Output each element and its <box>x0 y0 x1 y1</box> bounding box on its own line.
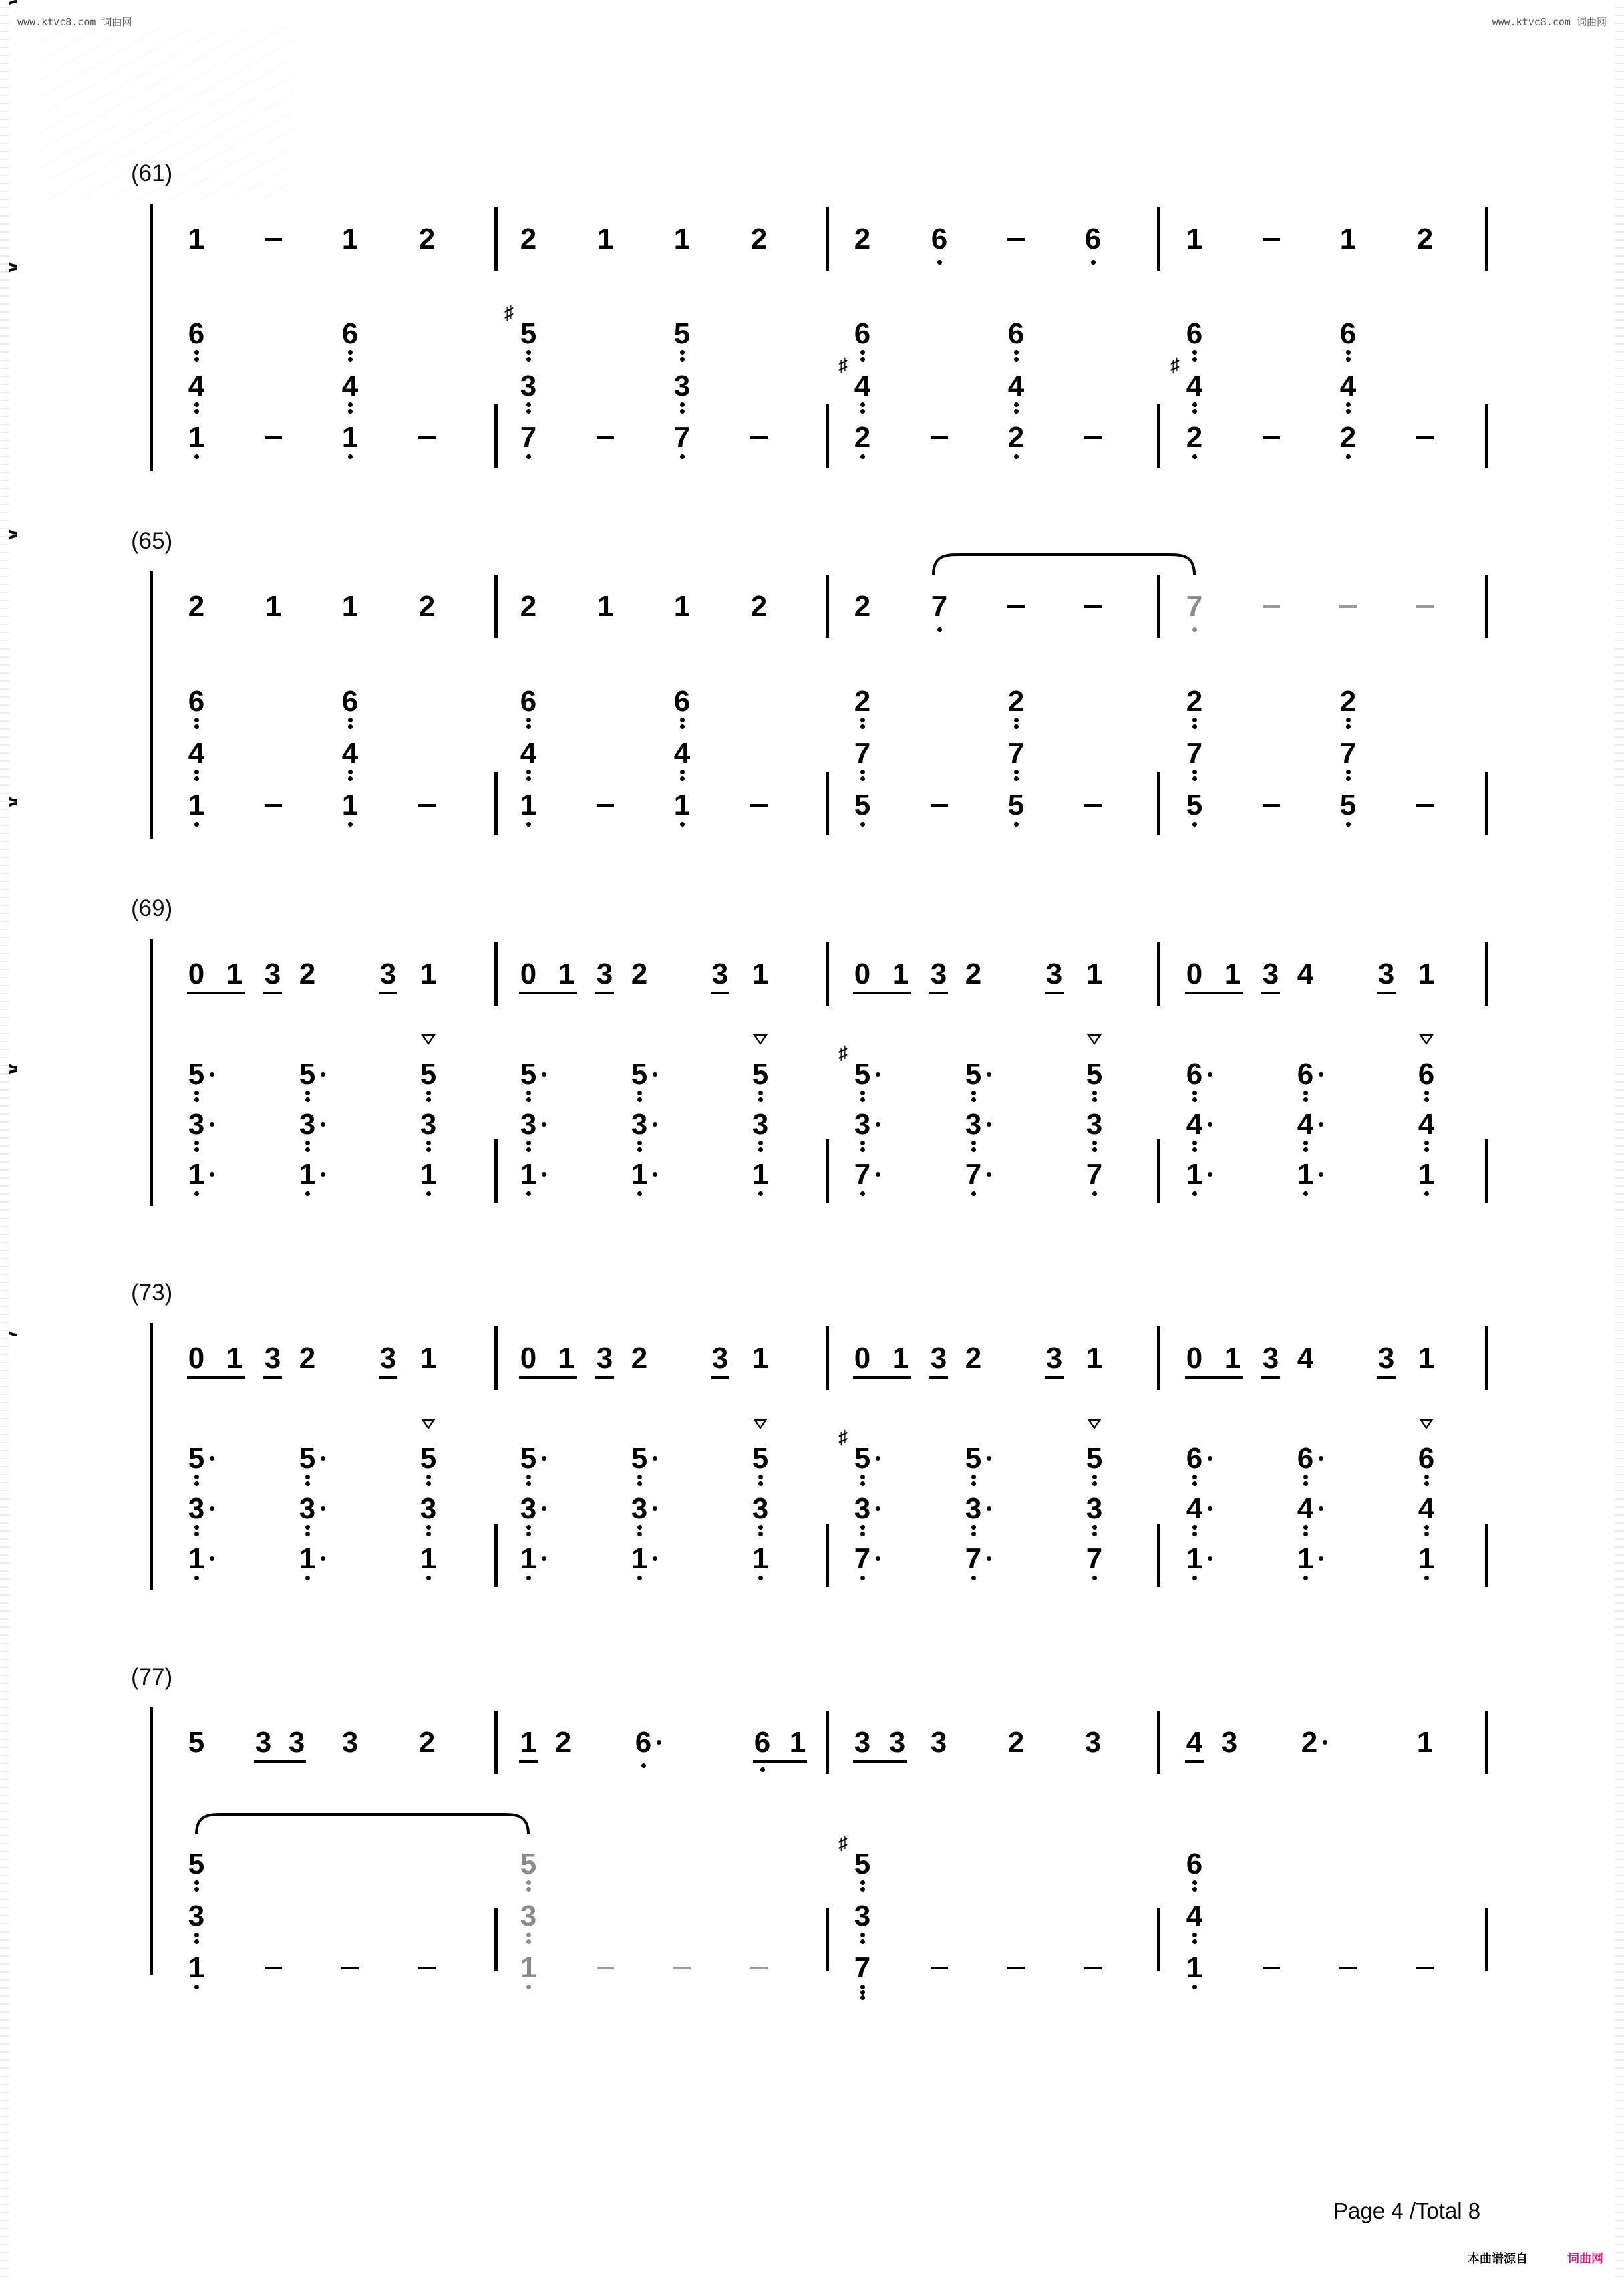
chord-note: 4 <box>341 737 359 770</box>
chord-note: 5 <box>854 1442 871 1475</box>
chord-note: 7 <box>1007 737 1025 770</box>
chord-note: 3 <box>752 1108 769 1141</box>
chord-note: 1 <box>520 1542 537 1575</box>
chord-note: 6 <box>188 685 205 718</box>
melody-note: 2 <box>520 590 537 623</box>
chord-note: 4 <box>1297 1492 1314 1525</box>
melody-note: 2 <box>188 590 205 623</box>
chord-note: 4 <box>341 370 359 402</box>
melody-note: 7 <box>931 590 948 623</box>
chord-note: 3 <box>965 1492 982 1525</box>
chord-note: 5 <box>520 1848 537 1880</box>
chord-note: 4 <box>1186 370 1203 402</box>
chord-note: 3 <box>299 1108 316 1141</box>
melody-note: 0 <box>854 958 871 990</box>
melody-note: 6 <box>754 1726 771 1759</box>
chord-note: 7 <box>965 1542 982 1575</box>
melody-note: 3 <box>1045 1342 1063 1375</box>
tie-arc <box>933 555 1194 575</box>
melody-note: 1 <box>1224 958 1241 990</box>
chord-note: 6 <box>1339 317 1357 350</box>
chord-note: 6 <box>188 317 205 350</box>
melody-note: 1 <box>341 590 359 623</box>
chord-note: 1 <box>631 1158 648 1191</box>
chord-note: 3 <box>631 1492 648 1525</box>
melody-note: 2 <box>299 1342 316 1375</box>
chord-note: 7 <box>854 1951 871 1984</box>
chord-note: 6 <box>341 685 359 718</box>
melody-note: 2 <box>1007 1726 1025 1759</box>
chord-note: 4 <box>1418 1108 1435 1141</box>
chord-note: 5 <box>520 1442 537 1475</box>
chord-note: 5 <box>854 789 871 821</box>
melody-note: 0 <box>1186 958 1203 990</box>
melody-note: 3 <box>711 958 729 990</box>
melody-note: 7 <box>1186 590 1203 623</box>
chord-note: 6 <box>1297 1058 1314 1091</box>
chord-note: 6 <box>1297 1442 1314 1475</box>
melody-note: 2 <box>418 1726 436 1759</box>
chord-note: 3 <box>965 1108 982 1141</box>
header-left: www.ktvc8.com 词曲网 <box>17 16 132 28</box>
chord-note: 3 <box>1086 1108 1103 1141</box>
sharp-sign: ♯ <box>1170 354 1180 375</box>
melody-note: 3 <box>264 1342 281 1375</box>
melody-note: 6 <box>931 223 948 255</box>
melody-note: 3 <box>930 1726 947 1759</box>
melody-note: 1 <box>1339 223 1357 255</box>
chord-note: 4 <box>1297 1108 1314 1141</box>
melody-note: 1 <box>558 958 575 990</box>
melody-note: 0 <box>854 1342 871 1375</box>
chord-note: 5 <box>673 317 691 350</box>
chord-note: 1 <box>1418 1158 1435 1191</box>
melody-note: 3 <box>341 1726 359 1759</box>
chord-note: 7 <box>1186 737 1203 770</box>
chord-note: 1 <box>420 1158 437 1191</box>
melody-note: 2 <box>1416 223 1434 255</box>
chord-note: 1 <box>1186 1951 1203 1984</box>
chord-note: 3 <box>420 1492 437 1525</box>
melody-note: 1 <box>752 1342 769 1375</box>
measure-number: (69) <box>131 895 173 921</box>
chord-note: 1 <box>420 1542 437 1575</box>
page-number: Page 4 /Total 8 <box>1333 2198 1481 2223</box>
chord-note: 5 <box>631 1058 648 1091</box>
melody-note: 3 <box>1084 1726 1102 1759</box>
chord-note: 1 <box>1297 1542 1314 1575</box>
chord-note: 3 <box>299 1492 316 1525</box>
chord-note: 3 <box>188 1900 205 1933</box>
melody-note: 1 <box>597 590 614 623</box>
chord-note: 5 <box>1086 1058 1103 1091</box>
melody-note: 2 <box>631 958 648 990</box>
chord-note: 7 <box>854 1542 871 1575</box>
melody-note: 2 <box>854 590 871 623</box>
chord-note: 4 <box>1186 1108 1203 1141</box>
chord-note: 5 <box>854 1058 871 1091</box>
melody-note: 1 <box>892 1342 909 1375</box>
chord-note: 2 <box>1007 421 1025 454</box>
chord-note: 4 <box>1186 1900 1203 1933</box>
chord-note: 3 <box>520 1900 537 1933</box>
melody-note: 1 <box>226 958 243 990</box>
chord-note: 1 <box>1186 1158 1203 1191</box>
chord-note: 6 <box>1007 317 1025 350</box>
chord-note: 5 <box>631 1442 648 1475</box>
chord-note: 7 <box>1086 1158 1103 1191</box>
melody-note: 2 <box>750 223 768 255</box>
brand-watermark: 词曲网 <box>1567 2252 1603 2265</box>
melody-note: 2 <box>631 1342 648 1375</box>
chord-note: 1 <box>299 1542 316 1575</box>
melody-note: 2 <box>554 1726 572 1759</box>
melody-note: 1 <box>420 1342 437 1375</box>
chord-note: 4 <box>188 737 205 770</box>
melody-note: 1 <box>673 590 691 623</box>
melody-note: 0 <box>188 1342 205 1375</box>
chord-note: 4 <box>520 737 537 770</box>
chord-note: 3 <box>188 1108 205 1141</box>
melody-note: 6 <box>1084 223 1102 255</box>
chord-note: 6 <box>1418 1442 1435 1475</box>
chord-note: 6 <box>673 685 691 718</box>
sharp-sign: ♯ <box>838 1832 848 1853</box>
melody-note: 3 <box>596 1342 613 1375</box>
melody-note: 3 <box>288 1726 305 1759</box>
chord-note: 2 <box>1339 685 1357 718</box>
melody-note: 2 <box>520 223 537 255</box>
chord-note: 2 <box>1186 421 1203 454</box>
melody-note: 6 <box>635 1726 652 1759</box>
chord-note: 3 <box>520 370 537 402</box>
chord-note: 2 <box>854 421 871 454</box>
chord-note: 6 <box>854 317 871 350</box>
chord-note: 3 <box>752 1492 769 1525</box>
chord-note: 2 <box>854 685 871 718</box>
chord-note: 6 <box>1186 1442 1203 1475</box>
chord-note: 5 <box>1186 789 1203 821</box>
melody-note: 1 <box>1418 1342 1435 1375</box>
chord-note: 5 <box>854 1848 871 1880</box>
chord-note: 1 <box>1297 1158 1314 1191</box>
chord-note: 1 <box>520 1951 537 1984</box>
melody-note: 1 <box>1086 958 1103 990</box>
chord-note: 7 <box>520 421 537 454</box>
melody-note: 1 <box>341 223 359 255</box>
chord-note: 1 <box>752 1158 769 1191</box>
chord-note: 5 <box>1086 1442 1103 1475</box>
chord-note: 5 <box>1339 789 1357 821</box>
chord-note: 1 <box>188 1158 205 1191</box>
chord-note: 5 <box>752 1442 769 1475</box>
melody-note: 3 <box>379 958 397 990</box>
chord-note: 1 <box>1418 1542 1435 1575</box>
melody-note: 0 <box>1186 1342 1203 1375</box>
melody-note: 2 <box>965 958 982 990</box>
chord-note: 6 <box>341 317 359 350</box>
chord-note: 5 <box>420 1058 437 1091</box>
chord-note: 1 <box>188 421 205 454</box>
melody-note: 3 <box>1221 1726 1238 1759</box>
melody-note: 3 <box>255 1726 272 1759</box>
chord-note: 5 <box>520 1058 537 1091</box>
melody-note: 3 <box>379 1342 397 1375</box>
chord-note: 6 <box>520 685 537 718</box>
melody-note: 1 <box>752 958 769 990</box>
chord-note: 4 <box>1007 370 1025 402</box>
melody-note: 2 <box>418 223 436 255</box>
melody-note: 3 <box>1045 958 1063 990</box>
chord-note: 1 <box>520 789 537 821</box>
melody-note: 3 <box>596 958 613 990</box>
chord-note: 6 <box>1418 1058 1435 1091</box>
melody-note: 3 <box>854 1726 871 1759</box>
chord-note: 1 <box>520 1158 537 1191</box>
chord-note: 7 <box>854 1158 871 1191</box>
melody-note: 1 <box>1224 1342 1241 1375</box>
melody-note: 4 <box>1297 958 1314 990</box>
measure-number: (61) <box>131 160 173 186</box>
chord-note: 5 <box>299 1058 316 1091</box>
melody-note: 3 <box>1262 1342 1279 1375</box>
chord-note: 1 <box>752 1542 769 1575</box>
chord-note: 7 <box>965 1158 982 1191</box>
melody-note: 4 <box>1297 1342 1314 1375</box>
melody-note: 2 <box>965 1342 982 1375</box>
measure-number: (65) <box>131 528 173 554</box>
chord-note: 2 <box>1339 421 1357 454</box>
melody-note: 1 <box>597 223 614 255</box>
melody-note: 3 <box>930 958 947 990</box>
chord-note: 3 <box>631 1108 648 1141</box>
measure-number: (73) <box>131 1280 173 1306</box>
chord-note: 5 <box>752 1058 769 1091</box>
melody-note: 1 <box>1416 1726 1434 1759</box>
chord-note: 1 <box>188 1542 205 1575</box>
chord-note: 4 <box>673 737 691 770</box>
chord-note: 4 <box>1418 1492 1435 1525</box>
melody-note: 3 <box>888 1726 906 1759</box>
melody-note: 2 <box>750 590 768 623</box>
melody-note: 1 <box>520 1726 537 1759</box>
chord-note: 3 <box>1086 1492 1103 1525</box>
chord-note: 3 <box>520 1108 537 1141</box>
chord-note: 1 <box>631 1542 648 1575</box>
melody-note: 1 <box>558 1342 575 1375</box>
chord-note: 5 <box>965 1058 982 1091</box>
chord-note: 6 <box>1186 1058 1203 1091</box>
melody-note: 1 <box>265 590 282 623</box>
chord-note: 2 <box>1186 685 1203 718</box>
chord-note: 7 <box>673 421 691 454</box>
chord-note: 5 <box>188 1848 205 1880</box>
melody-note: 1 <box>1186 223 1203 255</box>
melody-note: 2 <box>854 223 871 255</box>
chord-note: 5 <box>1007 789 1025 821</box>
chord-note: 2 <box>1007 685 1025 718</box>
chord-note: 3 <box>520 1492 537 1525</box>
melody-note: 3 <box>930 1342 947 1375</box>
melody-note: 4 <box>1186 1726 1203 1759</box>
melody-note: 2 <box>299 958 316 990</box>
melody-note: 0 <box>520 1342 537 1375</box>
chord-note: 3 <box>673 370 691 402</box>
chord-note: 4 <box>854 370 871 402</box>
chord-note: 7 <box>1339 737 1357 770</box>
chord-note: 5 <box>299 1442 316 1475</box>
melody-note: 3 <box>1377 958 1395 990</box>
sharp-sign: ♯ <box>838 1042 848 1063</box>
melody-note: 2 <box>1301 1726 1318 1759</box>
sharp-sign: ♯ <box>838 1427 848 1447</box>
chord-note: 3 <box>420 1108 437 1141</box>
chord-note: 6 <box>1186 317 1203 350</box>
sharp-sign: ♯ <box>504 302 514 323</box>
chord-note: 1 <box>1186 1542 1203 1575</box>
chord-note: 1 <box>341 421 359 454</box>
chord-note: 4 <box>188 370 205 402</box>
measure-number: (77) <box>131 1664 173 1690</box>
chord-note: 3 <box>854 1108 871 1141</box>
chord-note: 1 <box>299 1158 316 1191</box>
chord-note: 3 <box>188 1492 205 1525</box>
melody-note: 1 <box>673 223 691 255</box>
chord-note: 4 <box>1186 1492 1203 1525</box>
melody-note: 1 <box>226 1342 243 1375</box>
melody-note: 3 <box>711 1342 729 1375</box>
melody-note: 0 <box>520 958 537 990</box>
source-watermark: 本曲谱源自 <box>1468 2252 1528 2265</box>
melody-note: 1 <box>1418 958 1435 990</box>
chord-note: 5 <box>420 1442 437 1475</box>
chord-note: 7 <box>1086 1542 1103 1575</box>
chord-note: 6 <box>1186 1848 1203 1880</box>
header-right: www.ktvc8.com 词曲网 <box>1492 16 1607 28</box>
melody-note: 0 <box>188 958 205 990</box>
chord-note: 5 <box>188 1058 205 1091</box>
chord-note: 5 <box>188 1442 205 1475</box>
tie-arc <box>196 1814 528 1834</box>
chord-note: 3 <box>854 1492 871 1525</box>
chord-note: 7 <box>854 737 871 770</box>
chord-note: 1 <box>188 789 205 821</box>
melody-note: 1 <box>1086 1342 1103 1375</box>
melody-note: 2 <box>418 590 436 623</box>
melody-note: 5 <box>188 1726 205 1759</box>
melody-note: 3 <box>264 958 281 990</box>
chord-note: 5 <box>520 317 537 350</box>
melody-note: 3 <box>1262 958 1279 990</box>
chord-note: 1 <box>673 789 691 821</box>
melody-note: 3 <box>1377 1342 1395 1375</box>
melody-note: 1 <box>789 1726 806 1759</box>
chord-note: 1 <box>341 789 359 821</box>
melody-note: 1 <box>892 958 909 990</box>
sharp-sign: ♯ <box>838 354 848 375</box>
chord-note: 3 <box>854 1900 871 1933</box>
melody-note: 1 <box>420 958 437 990</box>
chord-note: 1 <box>188 1951 205 1984</box>
chord-note: 4 <box>1339 370 1357 402</box>
melody-note: 1 <box>188 223 205 255</box>
chord-note: 5 <box>965 1442 982 1475</box>
